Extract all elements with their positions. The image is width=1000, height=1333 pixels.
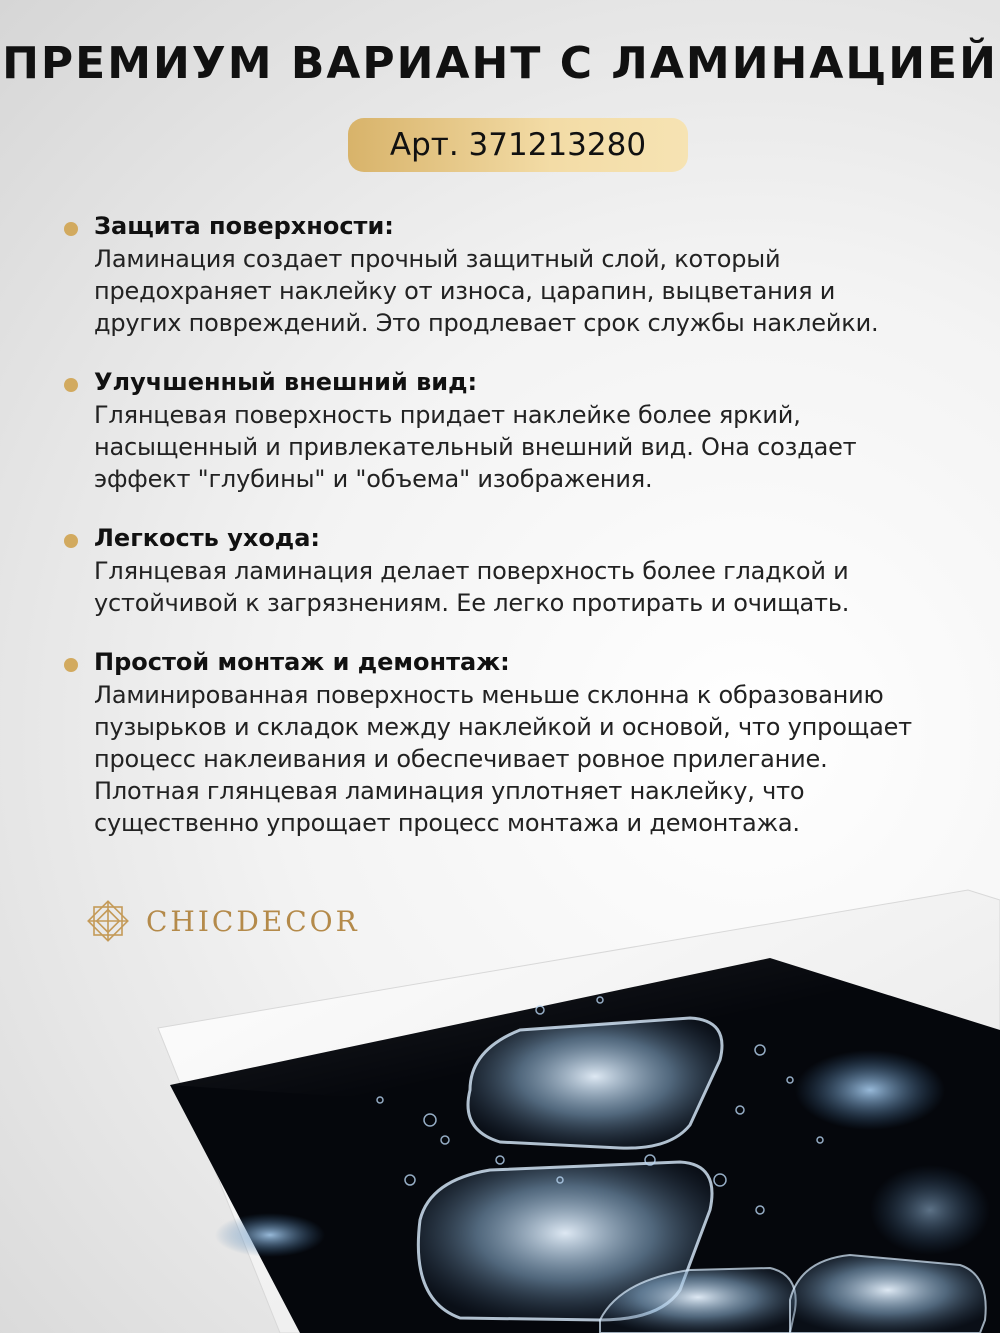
- feature-title: Простой монтаж и демонтаж:: [94, 648, 510, 676]
- bullet-dot-icon: [64, 658, 78, 672]
- article-number: Арт. 371213280: [389, 127, 647, 163]
- brand-name: CHICDECOR: [146, 904, 360, 938]
- article-badge: [348, 118, 688, 172]
- feature-title: Защита поверхности:: [94, 212, 394, 240]
- feature-item: [64, 646, 964, 839]
- feature-list: [64, 210, 964, 866]
- bullet-dot-icon: [64, 378, 78, 392]
- feature-title: Улучшенный внешний вид:: [94, 368, 478, 396]
- ice-cube: [790, 1255, 986, 1333]
- bullet-dot-icon: [64, 534, 78, 548]
- ice-cube: [468, 1018, 722, 1148]
- feature-item: [64, 366, 964, 495]
- feature-item: [64, 210, 964, 339]
- feature-text: Ламинированная поверхность меньше склонна к образованию пузырьков и складок между наклейкой и основой, что упрощает процесс наклеивания и обеспечивает ровное прилегание. Плотная глянцевая ламинация уплотняет наклейку, что существенно упрощает процесс монтажа и демонтажа.: [94, 681, 912, 837]
- laminated-sticker-illustration: [0, 880, 1000, 1333]
- geometric-diamond-logo-icon: [82, 895, 134, 947]
- feature-text: Ламинация создает прочный защитный слой, который предохраняет наклейку от износа, царапин, выцветания и других повреждений. Это продлевает срок службы наклейки.: [94, 245, 879, 337]
- page-title: ПРЕМИУМ ВАРИАНТ С ЛАМИНАЦИЕЙ: [2, 38, 998, 89]
- feature-text: Глянцевая ламинация делает поверхность более гладкой и устойчивой к загрязнениям. Ее легко протирать и очищать.: [94, 557, 850, 617]
- feature-title: Легкость ухода:: [94, 524, 320, 552]
- feature-text: Глянцевая поверхность придает наклейке более яркий, насыщенный и привлекательный внешний вид. Она создает эффект "глубины" и "объема" изображения.: [94, 401, 857, 493]
- bullet-dot-icon: [64, 222, 78, 236]
- brand-logo: [82, 895, 360, 947]
- feature-item: [64, 522, 964, 619]
